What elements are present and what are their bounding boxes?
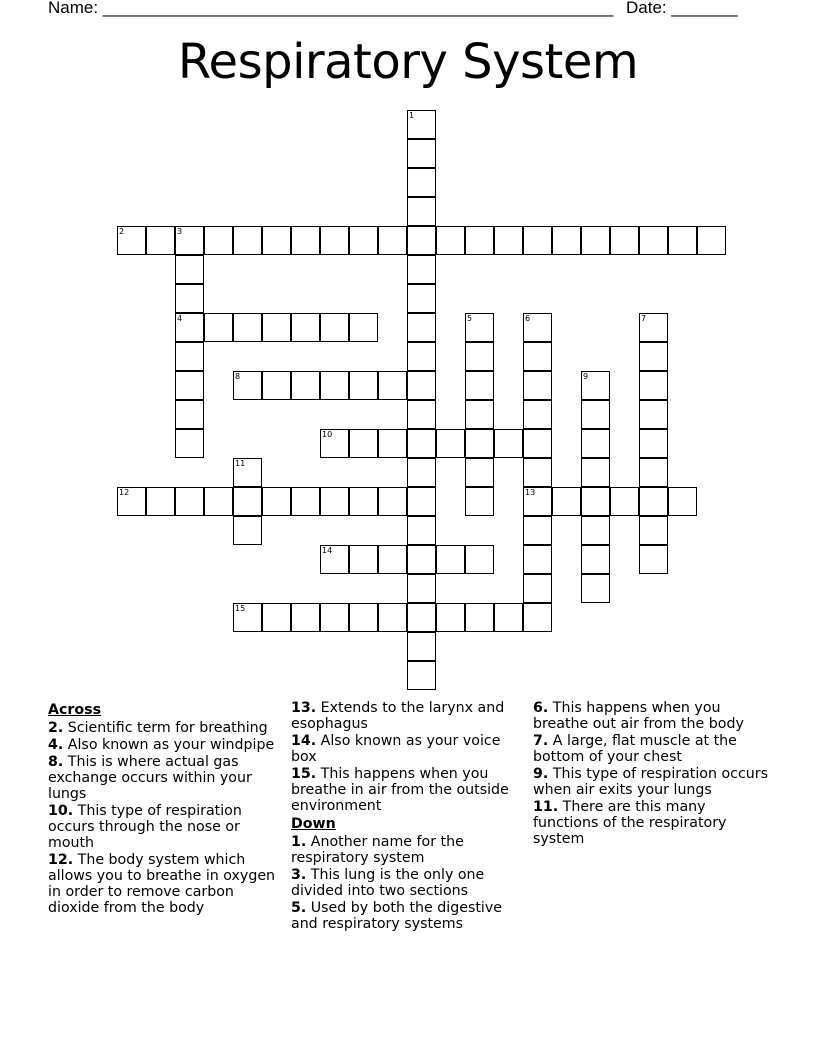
crossword-cell[interactable] xyxy=(465,458,494,487)
clue-text: Extends to the larynx and esophagus xyxy=(291,700,505,732)
crossword-cell[interactable] xyxy=(291,371,320,400)
crossword-cell[interactable] xyxy=(349,313,378,342)
crossword-cell[interactable] xyxy=(639,226,668,255)
crossword-cell[interactable] xyxy=(436,545,465,574)
crossword-cell[interactable] xyxy=(407,255,436,284)
crossword-cell[interactable] xyxy=(581,574,610,603)
clue-number-label: 12. xyxy=(48,852,74,868)
crossword-cell[interactable] xyxy=(523,458,552,487)
crossword-cell[interactable] xyxy=(378,226,407,255)
clue-item xyxy=(48,803,284,851)
crossword-cell[interactable] xyxy=(349,371,378,400)
clue-text: Used by both the digestive and respiratory systems xyxy=(291,900,502,932)
crossword-cell[interactable] xyxy=(378,545,407,574)
clue-number-label: 15. xyxy=(291,766,317,782)
crossword-cell[interactable] xyxy=(581,458,610,487)
crossword-cell[interactable] xyxy=(407,168,436,197)
crossword-cell[interactable] xyxy=(407,400,436,429)
clue-text: This happens when you breathe out air from the body xyxy=(533,700,744,732)
clue-item xyxy=(291,834,525,866)
crossword-cell[interactable] xyxy=(407,545,436,574)
clue-number-label: 3. xyxy=(291,867,307,883)
clue-number: 10 xyxy=(322,430,333,439)
crossword-cell[interactable] xyxy=(610,487,639,516)
crossword-cell[interactable] xyxy=(320,371,349,400)
clue-item xyxy=(291,733,525,765)
clue-number-label: 9. xyxy=(533,766,549,782)
crossword-cell[interactable] xyxy=(494,226,523,255)
clues-column-1 xyxy=(48,700,284,917)
crossword-cell[interactable] xyxy=(407,139,436,168)
clue-item xyxy=(48,852,284,916)
crossword-cell[interactable] xyxy=(668,487,697,516)
clue-number-label: 7. xyxy=(533,733,549,749)
crossword-cell[interactable] xyxy=(349,603,378,632)
clue-number-label: 6. xyxy=(533,700,549,716)
clues-column-3 xyxy=(533,700,769,848)
clue-item xyxy=(48,737,284,753)
clue-number: 8 xyxy=(235,372,241,381)
clue-item xyxy=(291,700,525,732)
crossword-cell[interactable] xyxy=(494,603,523,632)
clue-number: 6 xyxy=(525,314,531,323)
clue-number: 2 xyxy=(119,227,125,236)
crossword-cell[interactable] xyxy=(581,487,610,516)
crossword-cell[interactable] xyxy=(262,371,291,400)
crossword-cell[interactable] xyxy=(465,487,494,516)
crossword-cell[interactable] xyxy=(320,226,349,255)
clue-text: A large, flat muscle at the bottom of your chest xyxy=(533,733,737,765)
crossword-cell[interactable] xyxy=(262,226,291,255)
clue-number-label: 11. xyxy=(533,799,559,815)
crossword-cell[interactable] xyxy=(407,371,436,400)
crossword-cell[interactable] xyxy=(639,342,668,371)
crossword-cell[interactable] xyxy=(523,226,552,255)
clue-item xyxy=(48,720,284,736)
crossword-cell[interactable] xyxy=(407,110,436,139)
crossword-cell[interactable] xyxy=(639,458,668,487)
crossword-cell[interactable] xyxy=(436,429,465,458)
crossword-cell[interactable] xyxy=(465,226,494,255)
clue-number: 15 xyxy=(235,604,246,613)
clue-number-label: 5. xyxy=(291,900,307,916)
clue-text: This type of respiration occurs when air exits your lungs xyxy=(533,766,768,798)
clue-number: 3 xyxy=(177,227,183,236)
crossword-cell[interactable] xyxy=(320,545,349,574)
crossword-cell[interactable] xyxy=(262,487,291,516)
clue-item xyxy=(48,754,284,802)
crossword-cell[interactable] xyxy=(581,226,610,255)
clue-item xyxy=(533,799,769,847)
crossword-cell[interactable] xyxy=(349,487,378,516)
crossword-cell[interactable] xyxy=(610,226,639,255)
crossword-cell[interactable] xyxy=(291,226,320,255)
crossword-cell[interactable] xyxy=(581,545,610,574)
clue-number: 1 xyxy=(409,111,415,120)
crossword-cell[interactable] xyxy=(407,516,436,545)
clue-number-label: 2. xyxy=(48,720,64,736)
crossword-cell[interactable] xyxy=(175,342,204,371)
crossword-cell[interactable] xyxy=(523,487,552,516)
clue-item xyxy=(291,867,525,899)
clue-text: This happens when you breathe in air from the outside environment xyxy=(291,766,509,814)
crossword-cell[interactable] xyxy=(233,371,262,400)
crossword-cell[interactable] xyxy=(291,313,320,342)
crossword-cell[interactable] xyxy=(494,429,523,458)
crossword-cell[interactable] xyxy=(378,603,407,632)
crossword-cell[interactable] xyxy=(639,313,668,342)
crossword-cell[interactable] xyxy=(465,342,494,371)
clue-number-label: 13. xyxy=(291,700,317,716)
crossword-cell[interactable] xyxy=(233,603,262,632)
crossword-cell[interactable] xyxy=(668,226,697,255)
crossword-cell[interactable] xyxy=(233,487,262,516)
crossword-cell[interactable] xyxy=(407,197,436,226)
crossword-cell[interactable] xyxy=(175,255,204,284)
crossword-cell[interactable] xyxy=(407,226,436,255)
crossword-cell[interactable] xyxy=(639,516,668,545)
crossword-cell[interactable] xyxy=(523,400,552,429)
crossword-cell[interactable] xyxy=(639,487,668,516)
crossword-cell[interactable] xyxy=(349,226,378,255)
clue-text: Scientific term for breathing xyxy=(67,720,268,736)
crossword-cell[interactable] xyxy=(407,487,436,516)
crossword-cell[interactable] xyxy=(407,342,436,371)
crossword-cell[interactable] xyxy=(320,603,349,632)
clue-text: The body system which allows you to breathe in oxygen in order to remove carbon dioxide from the body xyxy=(48,852,276,916)
crossword-cell[interactable] xyxy=(523,545,552,574)
crossword-cell[interactable] xyxy=(407,574,436,603)
crossword-cell[interactable] xyxy=(291,603,320,632)
crossword-cell[interactable] xyxy=(523,313,552,342)
crossword-cell[interactable] xyxy=(581,371,610,400)
crossword-cell[interactable] xyxy=(291,487,320,516)
crossword-cell[interactable] xyxy=(407,661,436,690)
clue-item xyxy=(291,900,525,932)
clue-text: Also known as your windpipe xyxy=(67,737,275,753)
crossword-cell[interactable] xyxy=(407,284,436,313)
clue-text: This lung is the only one divided into two sections xyxy=(291,867,485,899)
clue-text: This is where actual gas exchange occurs within your lungs xyxy=(48,754,252,802)
crossword-cell[interactable] xyxy=(204,487,233,516)
crossword-cell[interactable] xyxy=(523,371,552,400)
crossword-cell[interactable] xyxy=(552,487,581,516)
crossword-cell[interactable] xyxy=(407,458,436,487)
clue-number: 13 xyxy=(525,488,536,497)
crossword-cell[interactable] xyxy=(204,313,233,342)
crossword-cell[interactable] xyxy=(407,603,436,632)
crossword-cell[interactable] xyxy=(175,371,204,400)
crossword-cell[interactable] xyxy=(407,313,436,342)
clue-text: Also known as your voice box xyxy=(291,733,501,765)
clue-item xyxy=(533,766,769,798)
crossword-cell[interactable] xyxy=(233,516,262,545)
clue-item xyxy=(533,733,769,765)
clue-text: Another name for the respiratory system xyxy=(291,834,464,866)
crossword-cell[interactable] xyxy=(320,487,349,516)
date-field-label[interactable]: Date: _______ xyxy=(626,0,738,17)
clue-number: 12 xyxy=(119,488,130,497)
crossword-cell[interactable] xyxy=(523,516,552,545)
crossword-cell[interactable] xyxy=(233,313,262,342)
crossword-cell[interactable] xyxy=(639,429,668,458)
crossword-cell[interactable] xyxy=(233,226,262,255)
crossword-cell[interactable] xyxy=(117,226,146,255)
crossword-cell[interactable] xyxy=(146,487,175,516)
crossword-cell[interactable] xyxy=(378,487,407,516)
crossword-cell[interactable] xyxy=(175,226,204,255)
crossword-cell[interactable] xyxy=(465,400,494,429)
crossword-cell[interactable] xyxy=(378,371,407,400)
crossword-cell[interactable] xyxy=(523,603,552,632)
crossword-cell[interactable] xyxy=(639,400,668,429)
crossword-cell[interactable] xyxy=(639,371,668,400)
crossword-cell[interactable] xyxy=(175,487,204,516)
crossword-cell[interactable] xyxy=(465,429,494,458)
crossword-cell[interactable] xyxy=(175,429,204,458)
clue-number: 4 xyxy=(177,314,183,323)
crossword-cell[interactable] xyxy=(523,574,552,603)
clue-number-label: 14. xyxy=(291,733,317,749)
clue-item xyxy=(291,766,525,814)
crossword-cell[interactable] xyxy=(407,429,436,458)
crossword-cell[interactable] xyxy=(523,342,552,371)
crossword-cell[interactable] xyxy=(407,632,436,661)
crossword-cell[interactable] xyxy=(465,371,494,400)
crossword-cell[interactable] xyxy=(175,400,204,429)
crossword-cell[interactable] xyxy=(262,313,291,342)
crossword-cell[interactable] xyxy=(204,226,233,255)
crossword-cell[interactable] xyxy=(349,429,378,458)
crossword-cell[interactable] xyxy=(465,545,494,574)
crossword-cell[interactable] xyxy=(581,516,610,545)
crossword-cell[interactable] xyxy=(349,545,378,574)
crossword-cell[interactable] xyxy=(552,226,581,255)
clues-column-2 xyxy=(291,700,525,933)
clue-text: This type of respiration occurs through the nose or mouth xyxy=(48,803,242,851)
crossword-cell[interactable] xyxy=(117,487,146,516)
clue-number: 14 xyxy=(322,546,333,555)
crossword-cell[interactable] xyxy=(465,313,494,342)
crossword-cell[interactable] xyxy=(146,226,175,255)
crossword-cell[interactable] xyxy=(233,458,262,487)
crossword-cell[interactable] xyxy=(378,429,407,458)
crossword-cell[interactable] xyxy=(175,313,204,342)
crossword-cell[interactable] xyxy=(465,603,494,632)
clue-number: 7 xyxy=(641,314,647,323)
name-field-label[interactable]: Name: ______________________________________________________ xyxy=(48,0,614,17)
crossword-cell[interactable] xyxy=(581,400,610,429)
clue-text: There are this many functions of the respiratory system xyxy=(533,799,727,847)
crossword-cell[interactable] xyxy=(436,603,465,632)
clue-item xyxy=(533,700,769,732)
clue-number-label: 10. xyxy=(48,803,74,819)
crossword-cell[interactable] xyxy=(697,226,726,255)
clue-number-label: 8. xyxy=(48,754,64,770)
crossword-cell[interactable] xyxy=(436,226,465,255)
crossword-cell[interactable] xyxy=(639,545,668,574)
page-title: Respiratory System xyxy=(177,34,639,90)
clue-section-heading: Down xyxy=(291,816,336,832)
crossword-cell[interactable] xyxy=(523,429,552,458)
crossword-cell[interactable] xyxy=(320,429,349,458)
clue-number: 11 xyxy=(235,459,246,468)
crossword-cell[interactable] xyxy=(581,429,610,458)
clue-section-heading: Across xyxy=(48,702,102,718)
crossword-cell[interactable] xyxy=(320,313,349,342)
clue-number-label: 4. xyxy=(48,737,64,753)
clue-number-label: 1. xyxy=(291,834,307,850)
crossword-cell[interactable] xyxy=(175,284,204,313)
crossword-cell[interactable] xyxy=(262,603,291,632)
clue-number: 5 xyxy=(467,314,473,323)
clue-number: 9 xyxy=(583,372,589,381)
